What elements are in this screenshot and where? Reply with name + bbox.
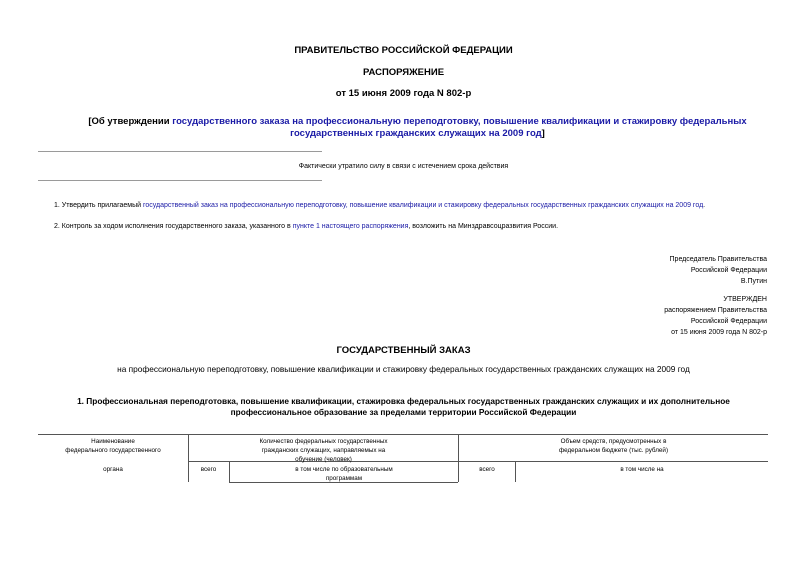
item-1-suffix: . [703,202,706,209]
subject-link[interactable]: государственного заказа на профессиональную переподготовку, повышение квалификации и стажировку федеральных государственных гражданских служащих на 2009 год [172,116,747,139]
col-header-agency-line-1: Наименование [91,438,135,445]
section-1-heading [0,396,807,418]
signature-block [560,254,767,287]
item-1-link[interactable]: государственный заказ на профессиональную переподготовку, повышение квалификации и стажировку федеральных государственных гражданских служащих на 2009 год [142,202,704,209]
item-2-prefix: 2. Контроль за ходом исполнения государственного заказа, указанного в [54,223,293,230]
table-top-border [38,434,768,435]
status-note: Фактически утратило силу в связи с истечением срока действия [298,163,509,170]
section-1-line-1: 1. Профессиональная переподготовка, повышение квалификации, стажировка федеральных государственных гражданских служащих и их дополнительное [77,396,730,406]
document-subject [70,116,765,140]
item-2 [54,223,774,230]
signature-position: Председатель Правительства [669,256,767,263]
order-subtitle: на профессиональную переподготовку, повышение квалификации и стажировку федеральных государственных гражданских служащих на 2009 год [117,364,690,374]
col-header-count-line-3: обучение (человек) [295,456,352,463]
approval-line-3: Российской Федерации [690,318,767,325]
approval-line-2: распоряжением Правительства [664,307,767,314]
item-2-link[interactable]: пункте 1 настоящего распоряжения [292,223,409,230]
subject-open: [Об утверждении [88,116,173,127]
section-1-line-2: профессиональное образование за пределами территории Российской Федерации [230,407,577,417]
col-header-agency-line-2: федерального государственного [65,447,161,454]
item-1 [54,202,774,209]
approval-title: УТВЕРЖДЕН [723,296,767,303]
signature-position-2: Российской Федерации [690,267,767,274]
order-title: ГОСУДАРСТВЕННЫЙ ЗАКАЗ [336,345,471,356]
approval-block [560,294,767,338]
divider-top [38,151,322,152]
item-1-prefix: 1. Утвердить прилагаемый [54,202,143,209]
document-date-number: от 15 июня 2009 года N 802-р [335,88,472,99]
subheader-count-including [230,465,458,483]
col-header-count-line-2: гражданских служащих, направляемых на [261,447,386,454]
col-header-budget-line-1: Объем средств, предусмотренных в [560,438,667,445]
subheader-budget-including: в том числе на [620,466,664,473]
col-header-count [189,437,458,464]
col-header-budget [459,437,768,455]
col-header-agency [38,437,188,455]
approval-date: от 15 июня 2009 года N 802-р [671,329,767,336]
subheader-count-including-line-1: в том числе по образовательным [295,466,393,473]
subheader-budget-total: всего [479,466,495,473]
col-header-budget-line-2: федеральном бюджете (тыс. рублей) [558,447,669,454]
document-type: РАСПОРЯЖЕНИЕ [362,67,445,78]
subheader-count-total: всего [200,466,217,473]
col-header-agency-line-3: органа [103,466,123,473]
item-2-suffix: , возложить на Минздравсоцразвития России. [408,223,559,230]
col-header-count-line-1: Количество федеральных государственных [259,438,388,445]
divider-bottom [38,180,322,181]
subject-close: ] [541,128,545,139]
signature-name: В.Путин [740,278,767,285]
subheader-count-including-line-2: программам [325,475,363,482]
government-title: ПРАВИТЕЛЬСТВО РОССИЙСКОЙ ФЕДЕРАЦИИ [294,45,513,56]
